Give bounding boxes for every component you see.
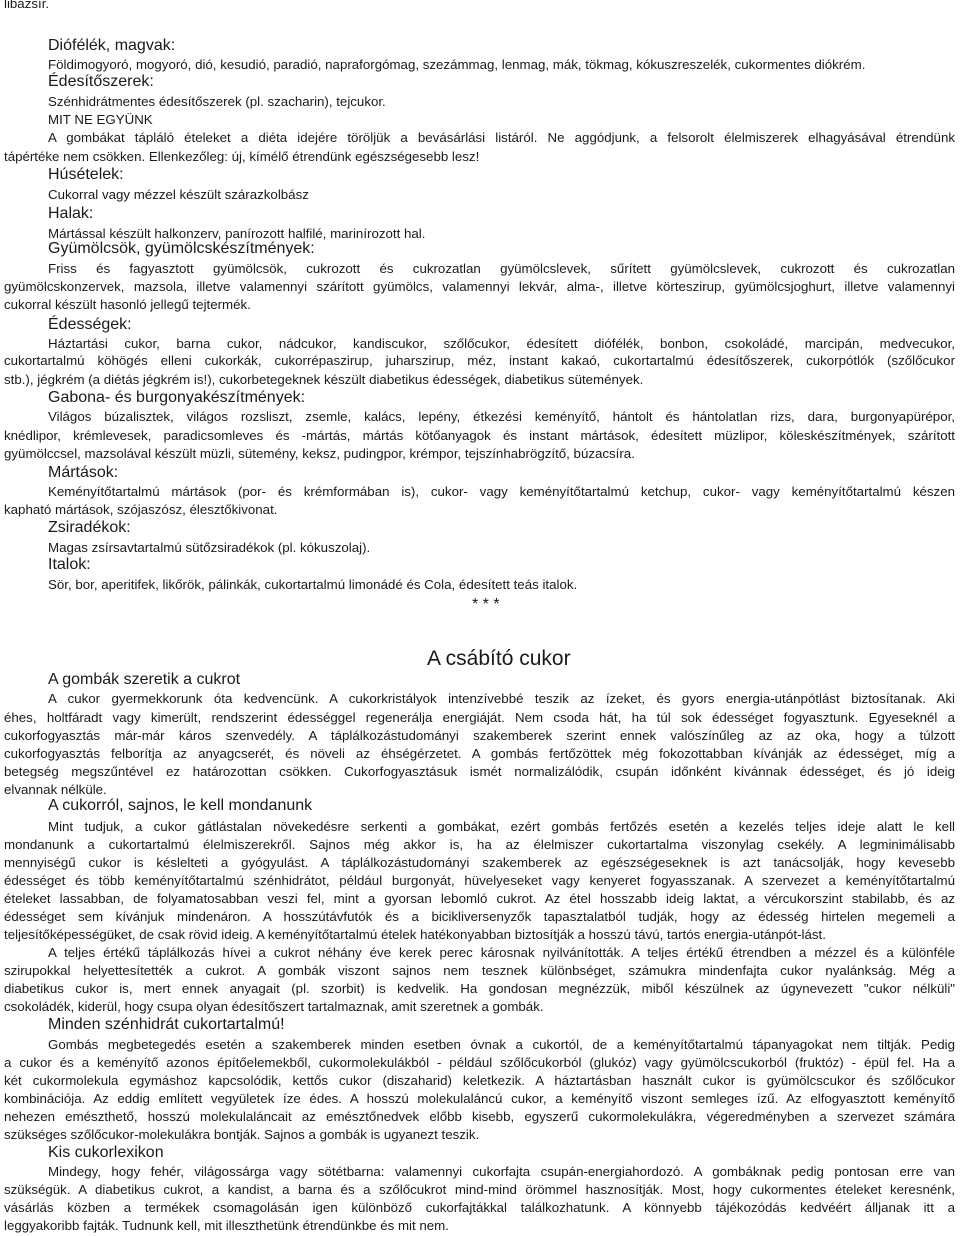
text-line: nehezen emészthető, hosszú molekulaláncait az emésztőnedvek előbb kisebb, egyszerű cukormolekulákra, végeredményben a szervezet számára <box>4 1109 955 1124</box>
text-line: A teljes értékű táplálkozás hívei a cukrot néhány éve kerek perec károsnak nyilvánították. A teljes értékű étrendben a mézzel és a különféle <box>48 945 955 960</box>
text-line: cukorfogyasztás már-már káros szenvedély. A táplálkozástudományi szakemberek szerint ennek valószínűleg az az oka, hogy a túlzott <box>4 728 955 743</box>
text-line: Gombás megbetegedés esetén a szakemberek minden esetben óvnak a cukortól, de a keményítőtartalmú tápanyagokat nem tiltják. Pedig <box>48 1037 955 1052</box>
section-heading: Édességek: <box>48 316 132 333</box>
text-line: elvannak nélküle. <box>4 782 107 797</box>
text-line: MIT NE EGYÜNK <box>48 112 153 127</box>
text-line: Mártással készült halkonzerv, panírozott halfilé, marinírozott hal. <box>48 226 426 241</box>
section-heading: Kis cukorlexikon <box>48 1144 164 1161</box>
text-line: két cukormolekula egymáshoz kapcsolódik, kettős cukor (diszaharid) keletkezik. A háztartásban használt cukor is gyümölcscukor és szőlőcukor <box>4 1073 955 1088</box>
text-line: Szénhidrátmentes édesítőszerek (pl. szacharin), tejcukor. <box>48 94 386 109</box>
text-line: a cukor és a keményítő azonos építőelemekből, cukormolekulákból - például szőlőcukorból (glukóz) vagy gyümölcscukorból (fruktóz) - épül fel. Ha a <box>4 1055 955 1070</box>
section-heading: Édesítőszerek: <box>48 73 154 90</box>
section-heading: Húsételek: <box>48 166 124 183</box>
text-line: szirupokkal helyettesítették a cukrot. A gombák viszont sajnos nem tesznek különbséget, számukra mindenfajta cukor nyalánkság. Még a <box>4 963 955 978</box>
text-line: Cukorral vagy mézzel készült szárazkolbász <box>48 187 309 202</box>
section-heading: Gabona- és burgonyakészítmények: <box>48 389 306 406</box>
text-line: éhes, holtfáradt vagy kimerült, rendszerint édességgel regenerálja energiáját. Nem csoda hát, ha túl sok édességet fogyasztunk. Egyeseknél a <box>4 710 955 725</box>
section-heading: Zsiradékok: <box>48 519 131 536</box>
text-line: szükséges szőlőcukor-molekulákra bontják. Sajnos a gombák is ugyanezt teszik. <box>4 1127 480 1142</box>
text-line: cukorfogyasztás felborítja az anyagcserét, és növeli az éhségérzetet. A gombás fertőzöttek még fokozottabban kívánják az édességet, míg a <box>4 746 955 761</box>
section-heading: Italok: <box>48 556 91 573</box>
section-heading: A csábító cukor <box>427 647 571 670</box>
text-line: kombinációja. Az eddig említett vegyületek íze édes. A hosszú molekulaláncú cukor, a keményítő viszont semleges ízű. Az elfogyasztott keményítő <box>4 1091 955 1106</box>
section-heading: A cukorról, sajnos, le kell mondanunk <box>48 797 313 814</box>
section-heading: Gyümölcsök, gyümölcskészítmények: <box>48 240 315 257</box>
text-line: betegség megszűntével ez határozottan csökken. Cukorfogyasztásuk ismét normalizálódik, csupán időnként kívánnak édességet, és jó ideig <box>4 764 955 779</box>
section-heading: * * * <box>472 596 500 613</box>
text-line: Friss és fagyasztott gyümölcsök, cukrozott és cukrozatlan gyümölcslevek, sűrített gyümölcslevek, cukrozott és cukrozatlan <box>48 261 955 276</box>
text-line: vásárlás közben a termékek csomagolásán igen különböző cukorfajtákkal találkozhatunk. A könnyebb tájékozódás kedvéért álljanak itt a <box>4 1200 955 1215</box>
text-line: A gombákat tápláló ételeket a diéta idejére töröljük a bevásárlási listáról. Ne aggódjunk, a felsorolt élelmiszerek elhagyásával étrendünk <box>48 130 955 145</box>
text-line: diabetikus cukor is, mert ennek anyagait (pl. szorbit) is kedvelik. Ha gondosan megnézzük, miből készülnek az úgynevezett "cukor nélküli" <box>4 981 955 996</box>
text-line: édességet sem kívánjuk mindenáron. A hosszútávfutók és a bicikliversenyzők tapasztalatból tudják, hogy az édesség hirtelen megemeli a <box>4 909 955 924</box>
text-line: csokoládék, kiderül, hogy csupa olyan édesítőszert tartalmaznak, amit szeretnek a gombák. <box>4 999 544 1014</box>
text-line: édességet és több keményítőtartalmú szénhidrátot, például burgonyát, hüvelyeseket vagy kenyeret fogyasszanak. A szervezet a keményítőtartalmú <box>4 873 955 888</box>
text-line: Mindegy, hogy fehér, világossárga vagy sötétbarna: valamennyi cukorfajta csupán-energiahordozó. A gombáknak pedig pontosan erre van <box>48 1164 955 1179</box>
text-line: szükségük. A diabetikus cukrot, a kandist, a barna és a szőlőcukrot mind-mind örömmel hasznosítják. Most, hogy cukormentes ételeket keresnénk, <box>4 1182 955 1197</box>
text-line: kapható mártások, szójaszósz, élesztőkivonat. <box>4 502 278 517</box>
text-line: libazsír. <box>4 0 50 11</box>
section-heading: Mártások: <box>48 464 119 481</box>
text-line: Földimogyoró, mogyoró, dió, kesudió, paradió, napraforgómag, szezámmag, lenmag, mák, tökmag, kókuszreszelék, cukormentes diókrém. <box>48 57 866 72</box>
section-heading: Diófélék, magvak: <box>48 37 176 54</box>
text-line: Háztartási cukor, barna cukor, nádcukor, kandiscukor, szőlőcukor, édesített diófélék, bonbon, csokoládé, marcipán, medvecukor, <box>48 336 955 351</box>
text-line: Világos búzalisztek, világos rozsliszt, zsemle, kalács, lepény, étkezési keményítő, hántolt és hántolatlan rizs, dara, burgonyapürépor, <box>48 409 955 424</box>
text-line: Keményítőtartalmú mártások (por- és krémformában is), cukor- vagy keményítőtartalmú ketchup, cukor- vagy keményítőtartalmú készen <box>48 484 955 499</box>
text-line: A cukor gyermekkorunk óta kedvencünk. A cukorkristályok intenzívebbé teszik az ízeket, és gyors energia-utánpótlást biztosítanak. Aki <box>48 691 955 706</box>
text-line: gyümölccsel, mazsolával készült müzli, sütemény, keksz, pudingpor, krémpor, tejszínhabrögzítő, búzacsíra. <box>4 446 635 461</box>
text-line: mondanunk a cukortartalmú élelmiszerekről. Sajnos még akkor is, ha az élelmiszer cukortartalma viszonylag csekély. A legminimálisabb <box>4 837 955 852</box>
text-line: Mint tudjuk, a cukor gátlástalan növekedésre serkenti a gombákat, ezért gombás fertőzés esetén a kezelés teljes ideje alatt le kell <box>48 819 955 834</box>
text-line: cukorral készült hasonló jellegű tejtermék. <box>4 297 251 312</box>
text-line: knédlipor, krémlevesek, paradicsomleves és -mártás, mártás kötőanyagok és instant mártások, édesített müzlipor, köleskészítmények, szárított <box>4 428 955 443</box>
text-line: gyümölcskonzervek, mazsola, illetve valamennyi szárított gyümölcs, valamennyi lekvár, alma-, illetve körteszirup, gyümölcsjoghurt, illetve valamennyi <box>4 279 955 294</box>
text-line: teljesítőképességüket, de csak rövid ideig. A keményítőtartalmú ételek hatékonyabban biztosítják a hosszú távú, tartós energia-utánpót-lást. <box>4 927 826 942</box>
text-line: ételeket lassabban, de folyamatosabban veszi fel, mint a gyorsan lebomló cukrot. Az étel hosszabb ideig laktat, a vércukorszint stabilabb, és az <box>4 891 955 906</box>
text-line: mennyiségű cukor is késlelteti a gyógyulást. A táplálkozástudományi szakemberek az egészségeseknek is azt tanácsolják, hogy kevesebb <box>4 855 955 870</box>
text-line: cukortartalmú köhögés elleni cukorkák, cukorrépaszirup, juharszirup, méz, instant kakaó, cukortartalmú édesítőszerek, cukorpótlók (szőlőcukor <box>4 353 955 368</box>
text-line: tápértéke nem csökken. Ellenkezőleg: új, kímélő étrendünk egészségesebb lesz! <box>4 149 480 164</box>
text-line: Magas zsírsavtartalmú sütőzsiradékok (pl. kókuszolaj). <box>48 540 371 555</box>
text-line: stb.), jégkrém (a diétás jégkrém is!), cukorbetegeknek készült diabetikus édességek, diabetikus sütemények. <box>4 372 644 387</box>
text-line: leggyakoribb fajták. Tudnunk kell, mit illeszthetünk étrendünkbe és mit nem. <box>4 1218 449 1233</box>
text-line: Sör, bor, aperitifek, likőrök, pálinkák, cukortartalmú limonádé és Cola, édesített teás italok. <box>48 577 578 592</box>
section-heading: Halak: <box>48 205 94 222</box>
section-heading: A gombák szeretik a cukrot <box>48 671 241 688</box>
section-heading: Minden szénhidrát cukortartalmú! <box>48 1016 285 1033</box>
